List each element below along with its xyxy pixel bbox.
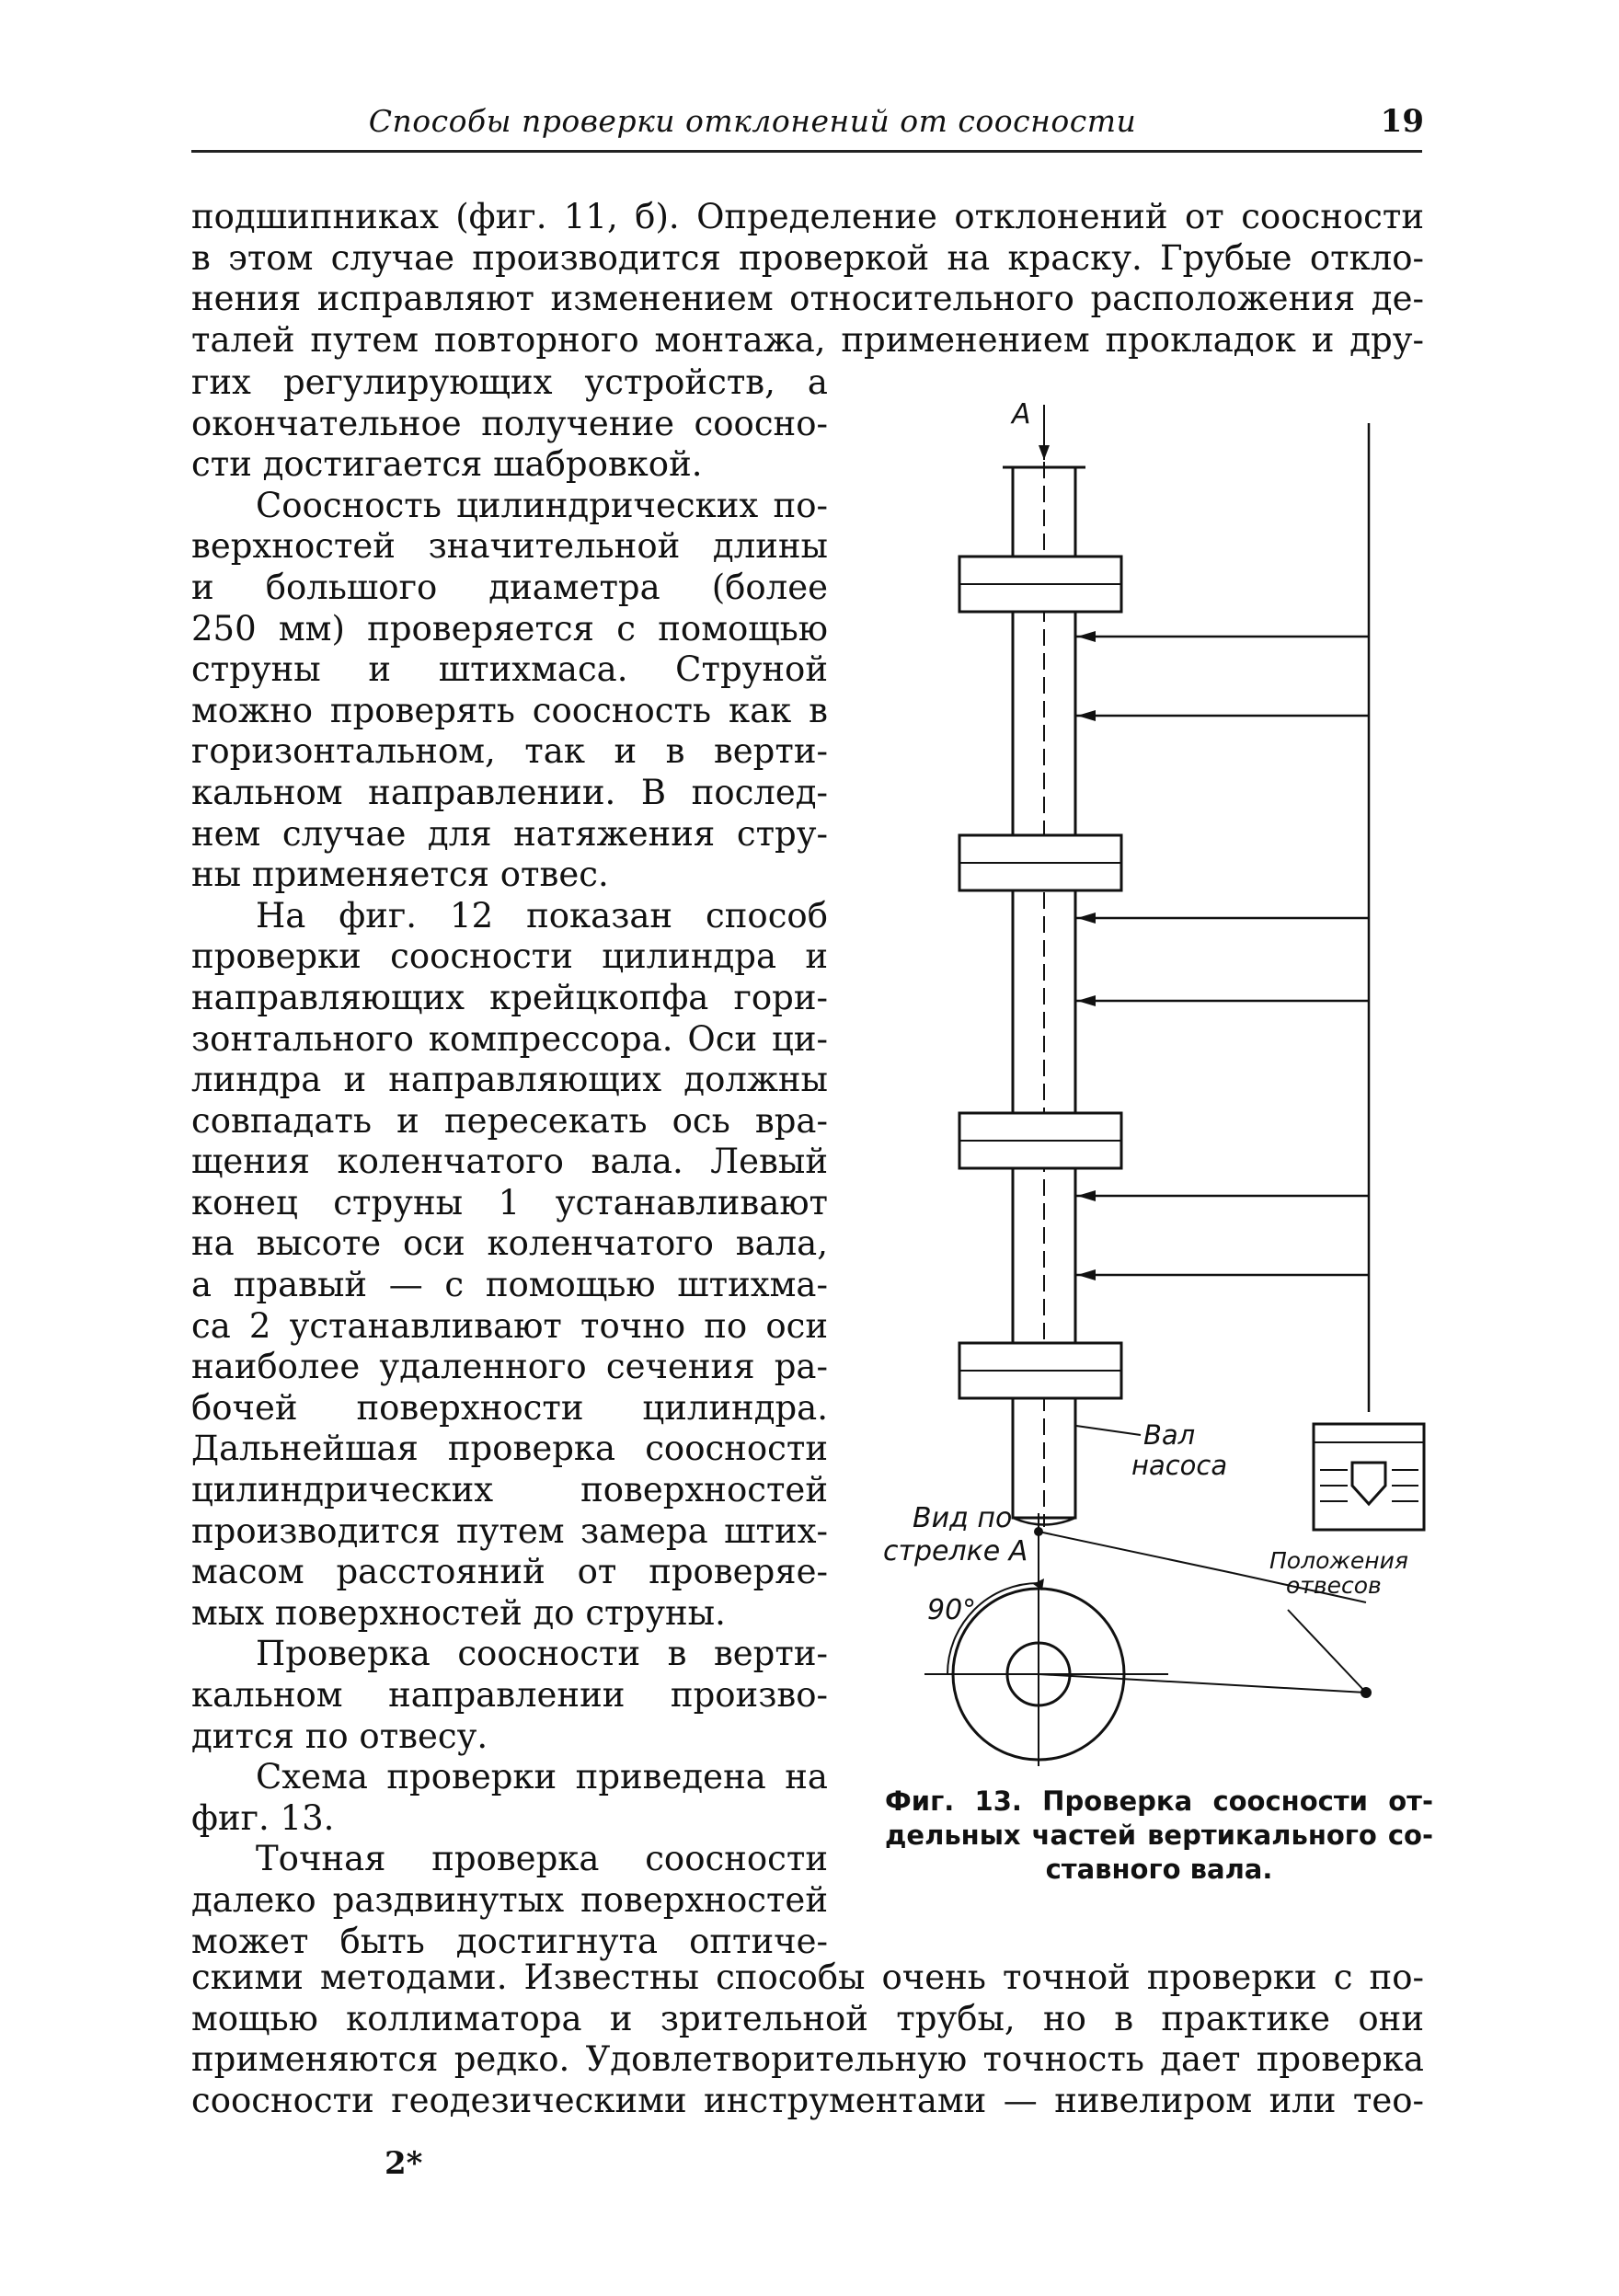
- text-line: щения коленчатого вала. Левый: [191, 1142, 828, 1182]
- text-line: Соосность цилиндрических по-: [256, 485, 828, 525]
- text-line: скими методами. Известны способы очень точной проверки с по-: [191, 1957, 1424, 1997]
- text-line: кальном направлении произво-: [191, 1675, 828, 1715]
- text-line: 250 мм) проверяется с помощью: [191, 608, 828, 649]
- text-line: мых поверхностей до струны.: [191, 1592, 726, 1633]
- text-line: На фиг. 12 показан способ: [256, 895, 828, 936]
- running-header: [191, 103, 1424, 147]
- caption-line: ставного вала.: [1045, 1854, 1273, 1885]
- text-line: на высоте оси коленчатого вала,: [191, 1223, 828, 1264]
- text-line: бочей поверхности цилиндра.: [191, 1387, 828, 1428]
- signature-mark: 2*: [385, 2145, 423, 2182]
- text-line: Схема проверки приведена на: [256, 1757, 828, 1797]
- text-line: применяются редко. Удовлетворительную точность дает проверка: [191, 2039, 1424, 2080]
- text-line: зонтального компрессора. Оси ци-: [191, 1018, 828, 1059]
- text-line: струны и штихмаса. Струной: [191, 649, 828, 690]
- text-line: а правый — с помощью штихма-: [191, 1265, 828, 1305]
- left-column: [191, 362, 828, 1962]
- text-line: масом расстояний от проверяе-: [191, 1552, 828, 1592]
- label-view-2: стрелке A: [883, 1535, 1028, 1567]
- text-line: проверки соосности цилиндра и: [191, 936, 828, 977]
- plumb-vessel: [1314, 1424, 1424, 1530]
- caption-line: дельных частей вертикального со-: [885, 1820, 1433, 1851]
- text-line: фиг. 13.: [191, 1797, 335, 1838]
- label-shaft: Вал: [1143, 1419, 1196, 1451]
- text-line: верхностей значительной длины: [191, 526, 828, 567]
- text-line: в этом случае производится проверкой на краску. Грубые откло-: [191, 237, 1424, 278]
- text-line: Проверка соосности в верти-: [256, 1634, 828, 1674]
- text-line: наиболее удаленного сечения ра-: [191, 1347, 828, 1387]
- text-line: цилиндрических поверхностей: [191, 1470, 828, 1510]
- text-line: кальном направлении. В послед-: [191, 772, 828, 812]
- text-line: са 2 устанавливают точно по оси: [191, 1305, 828, 1346]
- text-line: ны применяется отвес.: [191, 855, 609, 895]
- figure-13-diagram: [865, 386, 1435, 1785]
- top-paragraph: [191, 197, 1424, 361]
- text-line: гих регулирующих устройств, а: [191, 362, 828, 402]
- header-title: Способы проверки отклонений от соосности: [368, 103, 1137, 139]
- disc: [959, 1113, 1121, 1168]
- label-plumb-2: отвесов: [1286, 1572, 1382, 1599]
- text-line: можно проверять соосность как в: [191, 690, 828, 730]
- disc: [959, 557, 1121, 612]
- text-line: сти достигается шабровкой.: [191, 444, 703, 485]
- text-line: направляющих крейцкопфа гори-: [191, 977, 828, 1017]
- text-line: линдра и направляющих должны: [191, 1060, 828, 1100]
- text-line: окончательное получение соосно-: [191, 403, 828, 443]
- text-line: производится путем замера штих-: [191, 1510, 828, 1551]
- text-line: совпадать и пересекать ось вра-: [191, 1100, 828, 1141]
- caption-line: Фиг. 13. Проверка соосности от-: [885, 1785, 1433, 1817]
- text-line: и большого диаметра (более: [191, 567, 828, 607]
- text-line: нения исправляют изменением относительного расположения де-: [191, 279, 1424, 319]
- text-line: может быть достигнута оптиче-: [191, 1921, 828, 1961]
- figure-caption: [885, 1785, 1433, 1887]
- header-rule: [191, 150, 1422, 153]
- arrow-a: [1039, 445, 1050, 460]
- label-angle: 90°: [927, 1594, 977, 1626]
- bottom-paragraph: [191, 1957, 1424, 2121]
- label-a: A: [1012, 398, 1031, 430]
- label-plumb: Положения: [1269, 1547, 1408, 1574]
- text-line: соосности геодезическими инструментами — нивелиром или тео-: [191, 2080, 1424, 2120]
- text-line: Точная проверка соосности: [256, 1839, 828, 1879]
- text-line: дится по отвесу.: [191, 1716, 488, 1756]
- label-view: Вид по: [913, 1502, 1013, 1534]
- disc: [959, 1343, 1121, 1398]
- text-line: конец струны 1 устанавливают: [191, 1182, 828, 1223]
- text-line: далеко раздвинутых поверхностей: [191, 1879, 828, 1920]
- text-line: нем случае для натяжения стру-: [191, 813, 828, 854]
- page-number: 19: [1380, 103, 1424, 140]
- text-line: горизонтальном, так и в верти-: [191, 731, 828, 772]
- text-line: подшипниках (фиг. 11, б). Определение отклонений от соосности: [191, 197, 1424, 236]
- disc: [959, 835, 1121, 890]
- label-shaft-2: насоса: [1131, 1450, 1228, 1481]
- text-line: Дальнейшая проверка соосности: [191, 1429, 828, 1469]
- text-line: талей путем повторного монтажа, применением прокладок и дру-: [191, 319, 1424, 360]
- text-line: мощью коллиматора и зрительной трубы, но в практике они: [191, 1998, 1424, 2038]
